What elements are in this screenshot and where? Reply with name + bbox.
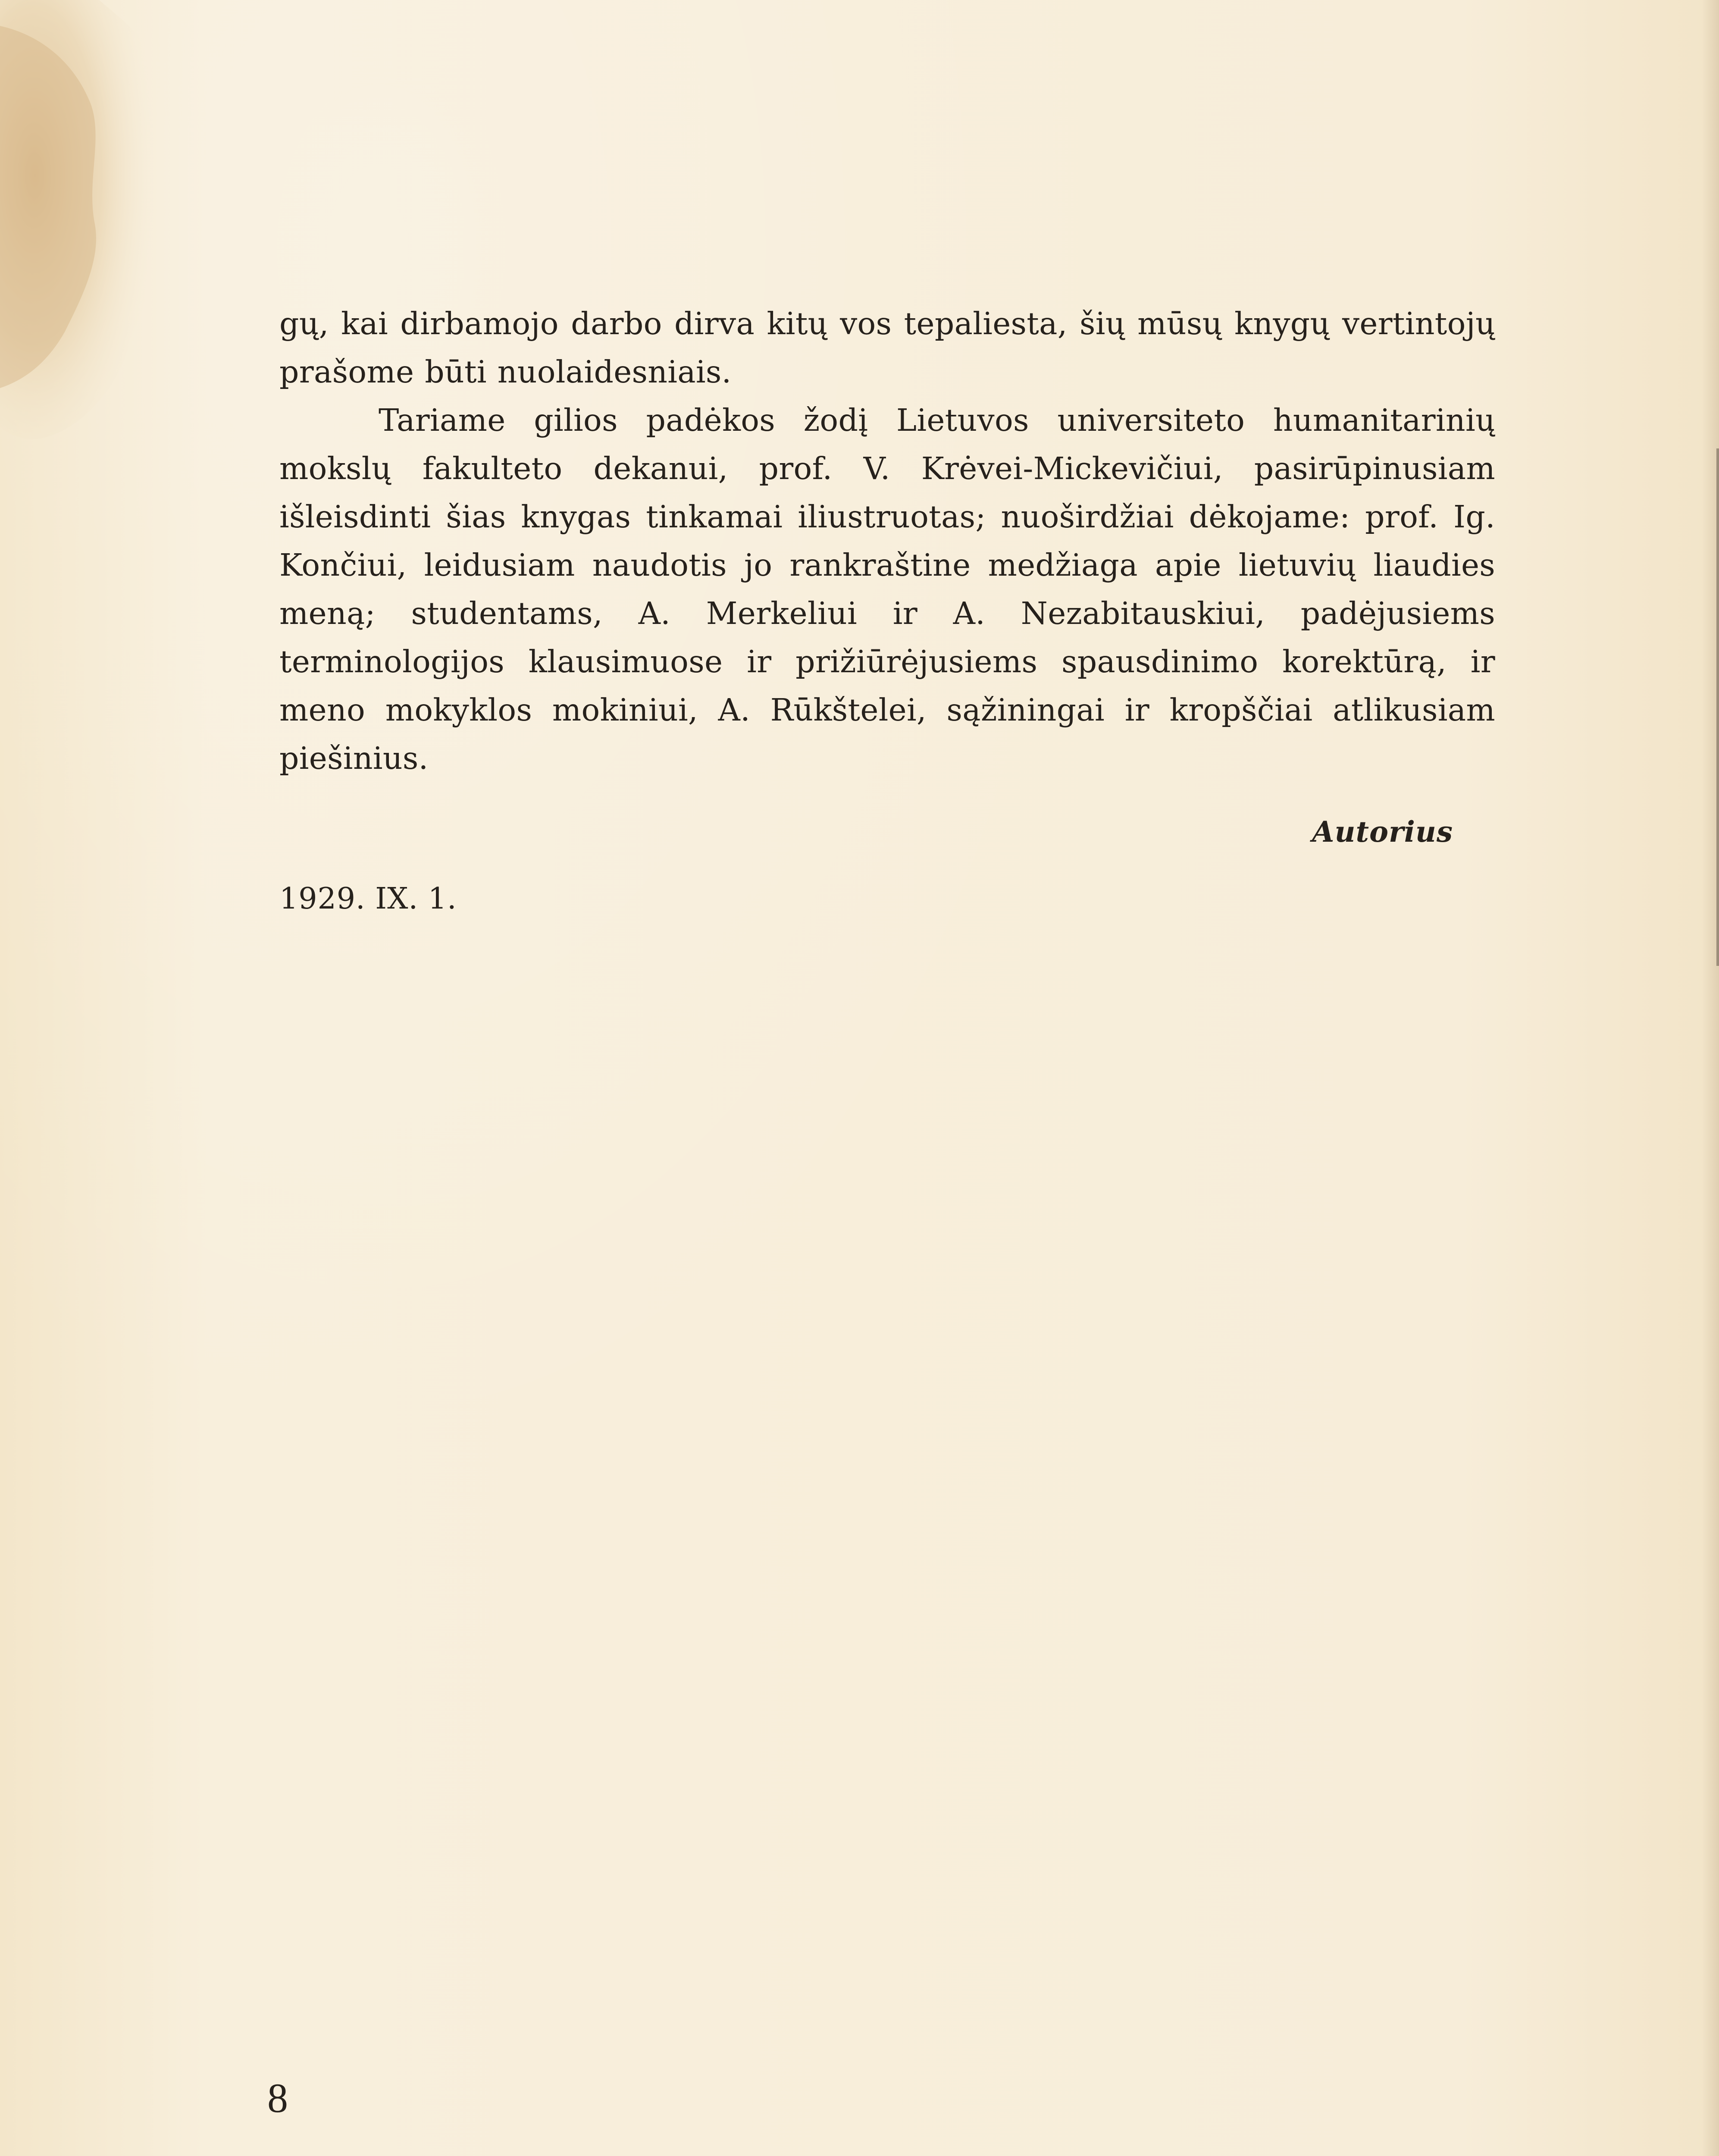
page-edge-shadow xyxy=(1702,0,1719,2156)
author-signature: Autorius xyxy=(1312,815,1453,849)
date-line: 1929. IX. 1. xyxy=(279,882,457,916)
paragraph-thanks: Tariame gilios padėkos žodį Lietuvos universiteto humanitarinių mokslų fakulteto dekanui, prof. V. Krėvei-Mickevičiui, pasirūpinusiam išleisdinti šias knygas tinkamai iliustruotas; nuoširdžiai dėkojame: prof. Ig. Končiui, leidusiam naudotis jo rankraštine medžiaga apie lietuvių liaudies meną; studentams, A. Merkeliui ir A. Nezabitauskiui, padėjusiems terminologijos klausimuose ir prižiūrėjusiems spausdinimo korektūrą, ir meno mokyklos mokiniui, A. Rūkštelei, sąžiningai ir kropščiai atlikusiam piešinius. xyxy=(279,402,1495,776)
water-stain xyxy=(0,0,216,453)
paragraph-continuation: gų, kai dirbamojo darbo dirva kitų vos tepaliesta, šių mūsų knygų vertintojų prašome būti nuolaidesniais. xyxy=(279,306,1495,390)
body-text xyxy=(279,300,1495,783)
page-edge-line xyxy=(1716,448,1719,966)
page-number: 8 xyxy=(267,2075,288,2121)
